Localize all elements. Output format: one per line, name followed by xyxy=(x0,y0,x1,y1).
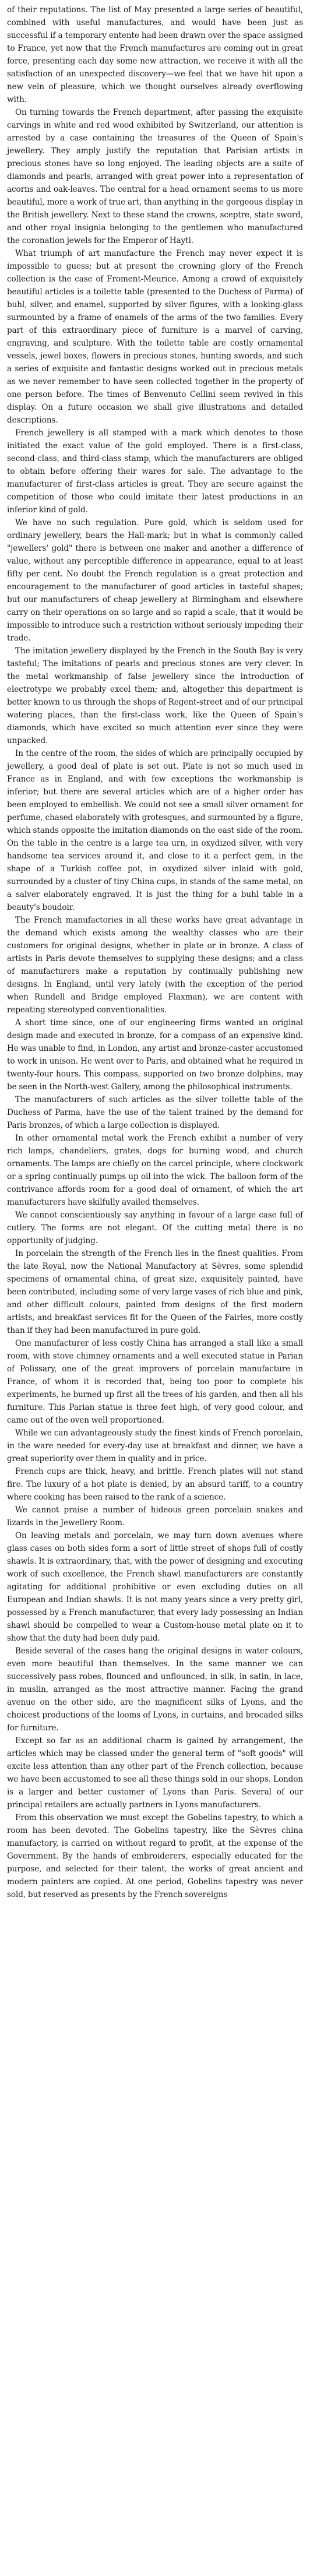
article-paragraph: One manufacturer of less costly China has arranged a stall like a small room, with stove chimney ornaments and a well executed statue in Parian of Polissary, one of the great improvers of porcelain manufacture in France, of whom it is recorded that, being too poor to complete his experiments, he burned up first all the trees of his garden, and then all his furniture. This Parian statue is three feet high, of very good colour, and came out of the oven well proportioned. xyxy=(7,1339,303,1425)
article-paragraph: On turning towards the French department, after passing the exquisite carvings in white and red wood exhibited by Switzerland, our attention is arrested by a case containing the treasures of the Queen of Spain's jewellery. They amply justify the reputation that Parisian artists in precious stones have so long enjoyed. The leading objects are a suite of diamonds and pearls, arranged with great power into a representation of acorns and oak-leaves. The central for a head ornament seems to us more beautiful, more a work of true art, than anything in the gorgeous display in the British jewellery. Next to these stand the crowns, sceptre, state sword, and other royal insignia belonging to the gentlemen who manufactured the coronation jewels for the Emperor of Hayti. xyxy=(7,108,303,245)
article-paragraph: While we can advantageously study the finest kinds of French porcelain, in the ware needed for every-day use at breakfast and dinner, we have a great superiority over them in quality and in price. xyxy=(7,1428,303,1463)
article-paragraph: The imitation jewellery displayed by the French in the South Bay is very tasteful; The imitations of pearls and precious stones are very clever. In the metal workmanship of false jewellery since the introduction of electrotype we probably excel them; and, altogether this department is better known to us through the shops of Regent-street and of our principal watering places, than the first-class work, like the Queen of Spain's diamonds, which have excited so much attention ever since they were unpacked. xyxy=(7,646,303,745)
article-paragraph: In other ornamental metal work the French exhibit a number of very rich lamps, chandeliers, grates, dogs for burning wood, and church ornaments. The lamps are chiefly on the carcel principle, where clockwork or a spring continually pumps up oil into the wick. The balloon form of the contrivance affords room for a good deal of ornament, of which the art manufacturers have skilfully availed themselves. xyxy=(7,1134,303,1207)
article-paragraph: of their reputations. The list of May presented a large series of beautiful, combined with useful manufactures, and would have been just as successful if a temporary entente had been drawn over the space assigned to France, yet now that the French manufactures are coming out in great force, presenting each day some new attraction, we receive it with all the satisfaction of an unexpected discovery—we feel that we have hit upon a new vein of pleasure, which we thought ourselves already overflowing with. xyxy=(7,5,303,104)
article-paragraph: We cannot conscientiously say anything in favour of a large case full of cutlery. The forms are not elegant. Of the cutting metal there is no opportunity of judging. xyxy=(7,1210,303,1245)
article-paragraph: From this observation we must except the Gobelins tapestry, to which a room has been devoted. The Gobelins tapestry, like the Sèvres china manufactory, is carried on without regard to profit, at the expense of the Government. By the hands of embroiderers, especially educated for the purpose, and selected for their talent, the works of great ancient and modern painters are copied. At one period, Gobelins tapestry was never sold, but reserved as presents by the French sovereigns xyxy=(7,1813,303,1899)
article-paragraph: In porcelain the strength of the French lies in the finest qualities. From the late Royal, now the National Manufactory at Sèvres, some splendid specimens of ornamental china, of great size, exquisitely painted, have been contributed, including some of very large vases of rich blue and pink, and other difficult colours, painted from designs of the first modern artists, and breakfast services fit for the Queen of the Fairies, more costly than if they had been manufactured in pure gold. xyxy=(7,1249,303,1335)
article-paragraph: We cannot praise a number of hideous green porcelain snakes and lizards in the Jewellery Room. xyxy=(7,1505,303,1528)
article-paragraph: French jewellery is all stamped with a mark which denotes to those initiated the exact value of the gold employed. There is a first-class, second-class, and third-class stamp, which the manufacturers are obliged to obtain before offering their wares for sale. The advantage to the manufacturer of first-class articles is great. They are secure against the competition of those who could imitate their latest productions in an inferior kind of gold. xyxy=(7,428,303,515)
article-paragraph: We have no such regulation. Pure gold, which is seldom used for ordinary jewellery, bears the Hall-mark; but in what is commonly called "jewellers' gold" there is between one maker and another a difference of value, without any perceptible difference in appearance, equal to at least fifty per cent. No doubt the French regulation is a great protection and encouragement to the manufacturer of good articles in tasteful shapes; but our manufacturers of cheap jewellery at Birmingham and elsewhere carry on their operations on so large and so rapid a scale, that it would be impossible to introduce such a restriction without seriously impeding their trade. xyxy=(7,518,303,643)
article-paragraph: The French manufactories in all these works have great advantage in the demand which exists among the wealthy classes who are their customers for original designs, whether in plate or in bronze. A class of artists in Paris devote themselves to supplying these designs; and a class of manufacturers make a reputation by continually publishing new designs. In England, until very lately (with the exception of the period when Rundell and Bridge employed Flaxman), we are content with repeating stereotyped conventionalities. xyxy=(7,916,303,1015)
article-paragraph: A short time since, one of our engineering firms wanted an original design made and executed in bronze, for a compass of an expensive kind. He was unable to find, in London, any artist and bronze-caster accustomed to work in unison. He went over to Paris, and obtained what he required in twenty-four hours. This compass, supported on two bronze dolphins, may be seen in the North-west Gallery, among the philosophical instruments. xyxy=(7,1018,303,1092)
article-paragraph: In the centre of the room, the sides of which are principally occupied by jewellery, a good deal of plate is set out. Plate is not so much used in France as in England, and with few exceptions the workmanship is inferior; but there are several articles which are of a higher order has been employed to embellish. We could not see a small silver ornament for perfume, chased elaborately with grotesques, and surmounted by a figure, which stands opposite the imitation diamonds on the east side of the room. On the table in the centre is a large tea urn, in oxydized silver, with very handsome tea services around it, and close to it a perfect gem, in the shape of a Turkish coffee pot, in oxydized silver inlaid with gold, surrounded by a cluster of tiny China cups, in stands of the same metal, on a salver elaborately engraved. It is just the thing for a buhl table in a beauty's boudoir. xyxy=(7,749,303,912)
article-paragraph: French cups are thick, heavy, and brittle. French plates will not stand fire. The luxury of a hot plate is denied, by an absurd tariff, to a country where cooking has been raised to the rank of a science. xyxy=(7,1467,303,1502)
article-paragraph: What triumph of art manufacture the French may never expect it is impossible to guess; but at present the crowning glory of the French collection is the case of Froment-Meurice. Among a crowd of exquisitely beautiful articles is a toilette table (presented to the Duchess of Parma) of buhl, silver, and enamel, supported by silver figures, with a looking-glass surmounted by a frame of enamels of the arms of the two families. Every part of this extraordinary piece of furniture is a marvel of carving, engraving, and sculpture. With the toilette table are costly ornamental vessels, jewel boxes, flowers in precious stones, hunting swords, and such a series of exquisite and fantastic designs worked out in precious metals as we never remember to have seen collected together in the property of one person before. The times of Benvenuto Cellini seem revived in this display. On a future occasion we shall give illustrations and detailed descriptions. xyxy=(7,249,303,425)
article-paragraph: On leaving metals and porcelain, we may turn down avenues where glass cases on both sides form a sort of little street of shops full of costly shawls. It is extraordinary, that, with the power of designing and executing work of such excellence, the French shawl manufacturers are constantly agitating for additional prohibitive or even excluding duties on all European and Indian shawls. It is not many years since a very pretty girl, possessed by a French manufacturer, that every lady possessing an Indian shawl should be compelled to wear a Custom-house metal plate on it to show that the duty had been duly paid. xyxy=(7,1531,303,1643)
article-paragraph: Except so far as an additional charm is gained by arrangement, the articles which may be classed under the general term of "soft goods" will excite less attention than any other part of the French collection, because we have been accustomed to see all these things sold in our shops. London is a larger and better customer of Lyons than Paris. Several of our principal retailers are actually partners in Lyons manufacturers. xyxy=(7,1736,303,1810)
article-paragraph: Beside several of the cases hang the original designs in water colours, even more beautiful than themselves. In the same manner we can successively pass robes, flounced and unflounced, in silk, in satin, in lace, in muslin, arranged as the most attractive manner. Facing the grand avenue on the other side, are the magnificent silks of Lyons, and the choicest productions of the looms of Lyons, in curtains, and brocaded silks for furniture. xyxy=(7,1646,303,1733)
article-paragraph: The manufacturers of such articles as the silver toilette table of the Duchess of Parma, have the use of the talent trained by the demand for Paris bronzes, of which a large collection is displayed. xyxy=(7,1095,303,1130)
